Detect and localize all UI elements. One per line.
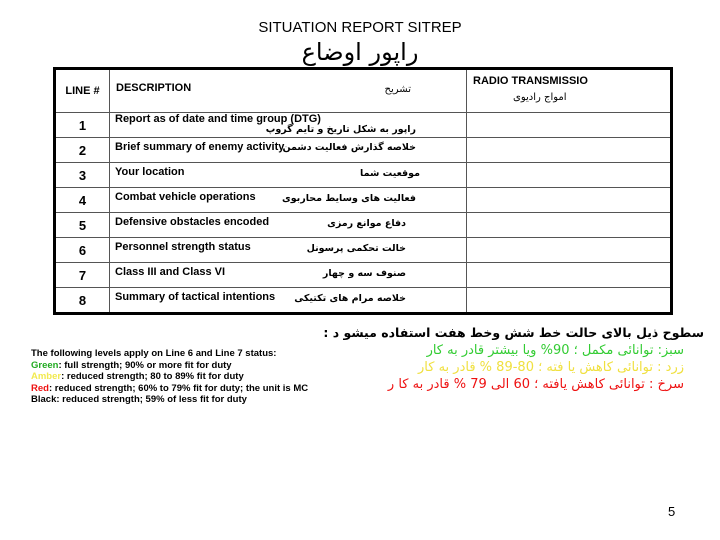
sitrep-table — [53, 67, 673, 315]
table-header-row — [55, 69, 672, 113]
description-en: Defensive obstacles encoded — [115, 216, 270, 228]
legend-text: : reduced strength; 60% to 79% fit for duty; the unit is MC — [48, 382, 309, 394]
legend-intro: The following levels apply on Line 6 and Line 7 status: — [31, 348, 277, 359]
description-fa: راپور به شکل تاریخ و تایم گروپ — [265, 124, 416, 135]
table-row — [55, 113, 672, 138]
description-fa: صنوف سه و چهار — [322, 268, 406, 279]
line-number: 8 — [55, 288, 110, 314]
table-row — [55, 263, 672, 288]
description-en: Summary of tactical intentions — [115, 291, 276, 303]
legend-item-black — [31, 394, 308, 406]
line-number: 4 — [55, 188, 110, 213]
description-en: Personnel strength status — [115, 241, 251, 253]
legend-item-red — [31, 383, 308, 395]
legend-item-red-fa: سرخ : توانائی کاهش یافته ؛ 60 الی 79 % قادر به کا ر — [387, 377, 684, 392]
description-cell — [110, 188, 467, 213]
radio-cell — [467, 288, 672, 314]
legend-item-green — [31, 360, 308, 372]
description-fa: فعالیت های وسایط محاربوی — [282, 193, 416, 204]
legend-item-amber — [31, 371, 308, 383]
description-en: Combat vehicle operations — [115, 191, 256, 203]
line-number: 3 — [55, 163, 110, 188]
column-header-description — [110, 69, 467, 113]
radio-cell — [467, 138, 672, 163]
legend-label: Amber — [31, 371, 62, 382]
line-number: 1 — [55, 113, 110, 138]
line-number: 5 — [55, 213, 110, 238]
radio-cell — [467, 188, 672, 213]
description-label-fa: تشریح — [384, 84, 411, 95]
description-label: DESCRIPTION — [116, 82, 192, 94]
radio-cell — [467, 263, 672, 288]
legend-label: Black — [31, 394, 57, 405]
legend-text: : reduced strength; 59% of less fit for duty — [56, 394, 247, 405]
status-legend-fa — [304, 324, 704, 393]
legend-item-amber-fa: زرد : توانائی کاهش یا فته ؛ 80-89 % قادر به کار — [418, 360, 684, 375]
legend-item-green-fa: سبز: توانائی مکمل ؛ 90% ویا بیشتر قادر به کار — [426, 343, 684, 358]
description-cell — [110, 163, 467, 188]
radio-cell — [467, 113, 672, 138]
description-cell — [110, 263, 467, 288]
table-row — [55, 138, 672, 163]
column-header-line: LINE # — [55, 69, 110, 113]
description-fa: خالت تحکمی پرسونل — [306, 243, 406, 254]
status-legend-en — [31, 348, 308, 406]
description-fa: خلاصه گذارش فعالیت دشمن — [282, 142, 416, 153]
table-row — [55, 188, 672, 213]
legend-label: Green — [31, 359, 59, 371]
description-en: Report as of date and time group (DTG) — [115, 113, 321, 125]
description-cell — [110, 138, 467, 163]
radio-cell — [467, 163, 672, 188]
radio-label: RADIO TRANSMISSIO — [473, 75, 588, 87]
table-row — [55, 163, 672, 188]
page-title: SITUATION REPORT SITREP — [258, 19, 462, 36]
line-number: 2 — [55, 138, 110, 163]
description-en: Brief summary of enemy activity — [115, 141, 285, 153]
page-subtitle-fa: راپور اوضاع — [301, 38, 419, 66]
description-fa: دفاع موانع رمزی — [327, 218, 406, 229]
description-fa: موقعیت شما — [360, 168, 420, 179]
description-cell — [110, 288, 467, 314]
description-cell — [110, 113, 467, 138]
table-row — [55, 238, 672, 263]
description-cell — [110, 213, 467, 238]
description-fa: خلاصه مرام های تکتیکی — [294, 293, 406, 304]
description-cell — [110, 238, 467, 263]
line-number: 7 — [55, 263, 110, 288]
page-number: 5 — [668, 504, 676, 519]
radio-label-fa: امواج رادیوی — [513, 92, 567, 103]
description-en: Class III and Class VI — [115, 266, 226, 278]
legend-intro-fa: سطوح ذیل بالای حالت خط شش وخط هفت استفاده میشو د : — [323, 325, 704, 340]
legend-text: : full strength; 90% or more fit for duty — [58, 359, 232, 371]
legend-label: Red — [31, 382, 49, 394]
table-row — [55, 213, 672, 238]
radio-cell — [467, 213, 672, 238]
description-en: Your location — [115, 166, 185, 178]
table-row — [55, 288, 672, 314]
legend-text: : reduced strength; 80 to 89% fit for duty — [61, 371, 244, 382]
column-header-radio — [467, 69, 672, 113]
line-number: 6 — [55, 238, 110, 263]
radio-cell — [467, 238, 672, 263]
